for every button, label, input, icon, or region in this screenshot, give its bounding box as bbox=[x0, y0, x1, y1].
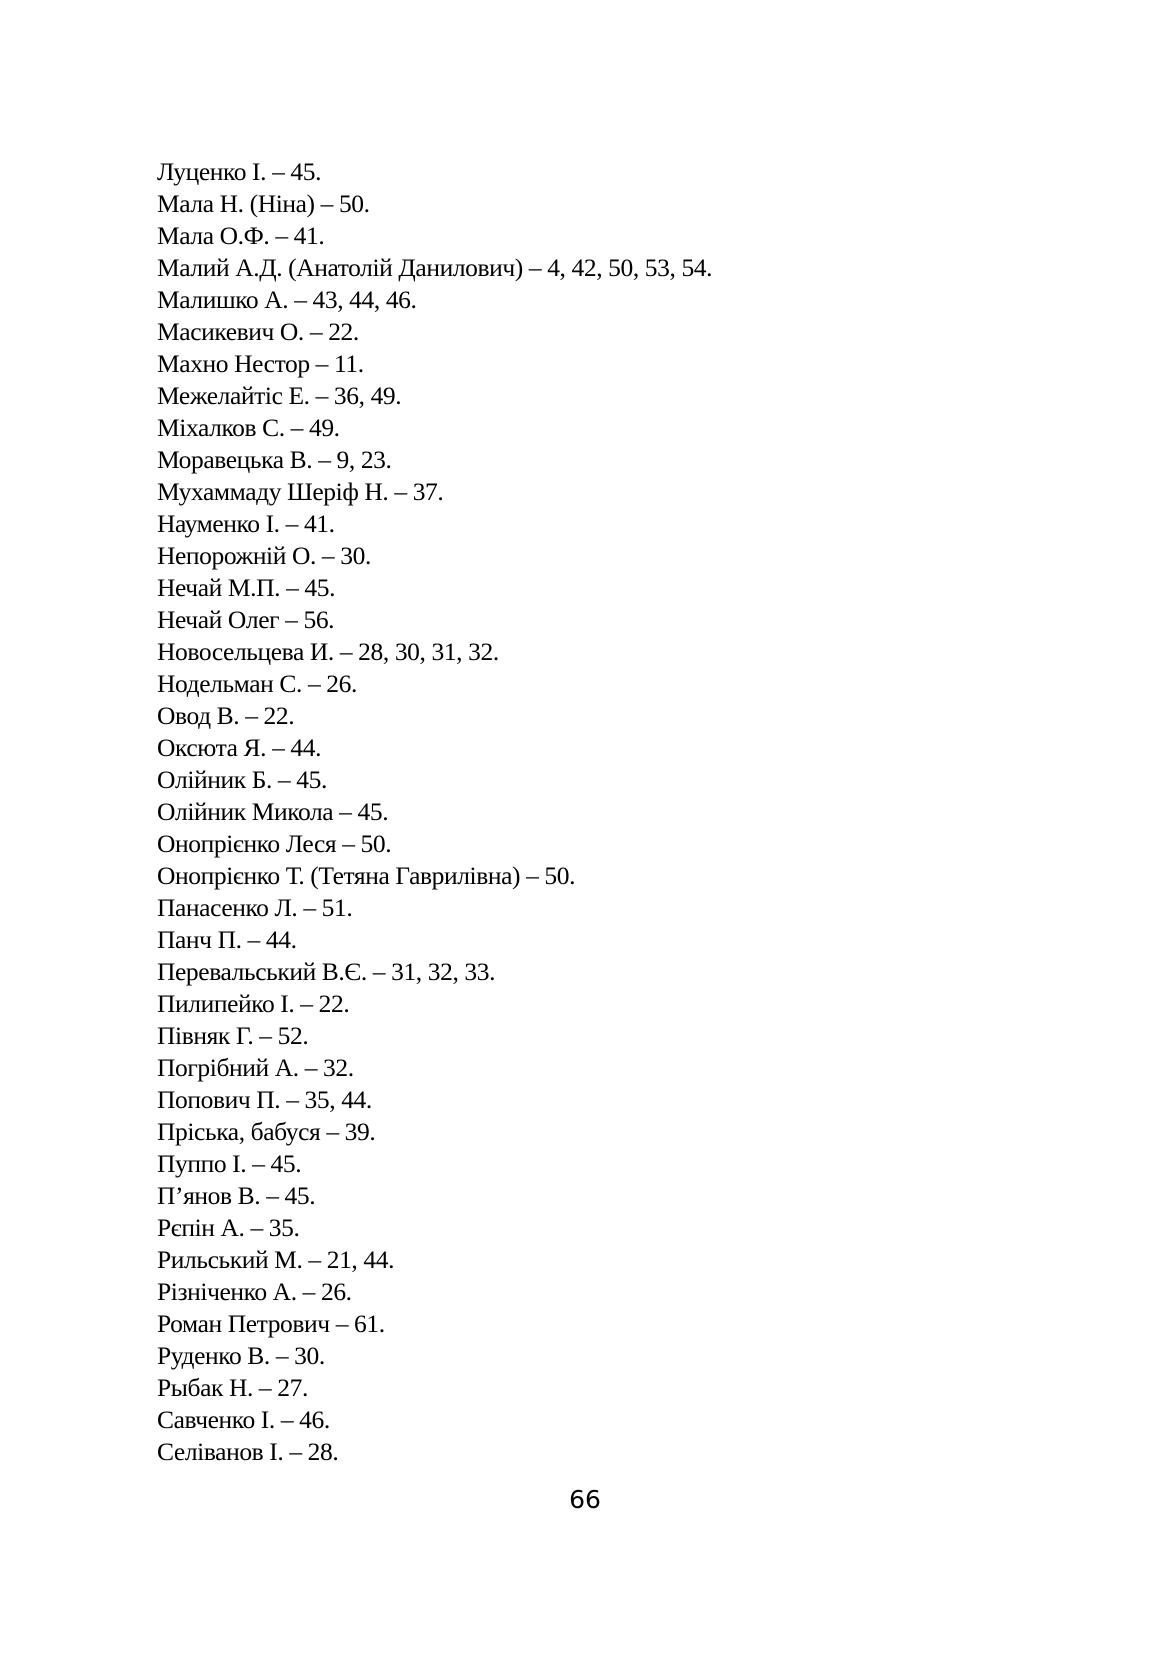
index-entry: Панасенко Л. – 51. bbox=[157, 893, 353, 922]
index-entry: Рєпін А. – 35. bbox=[157, 1213, 300, 1242]
index-entry: Науменко І. – 41. bbox=[157, 509, 335, 538]
index-entry: Перевальський В.Є. – 31, 32, 33. bbox=[157, 957, 496, 986]
index-entry: Пилипейко І. – 22. bbox=[157, 989, 350, 1018]
index-entry: Міхалков С. – 49. bbox=[157, 413, 340, 442]
index-entry: Рыбак Н. – 27. bbox=[157, 1373, 308, 1402]
index-entry: Луценко І. – 45. bbox=[157, 157, 322, 186]
index-entry: Савченко І. – 46. bbox=[157, 1405, 330, 1434]
index-entry: Онопрієнко Леся – 50. bbox=[157, 829, 392, 858]
index-entry: Мала О.Ф. – 41. bbox=[157, 221, 325, 250]
index-entry: Різніченко А. – 26. bbox=[157, 1277, 352, 1306]
index-entry: Панч П. – 44. bbox=[157, 925, 297, 954]
name-index-list bbox=[157, 156, 712, 1468]
index-entry: Олійник Микола – 45. bbox=[157, 797, 389, 826]
page-number: 66 bbox=[569, 1485, 601, 1514]
index-entry: Малишко А. – 43, 44, 46. bbox=[157, 285, 417, 314]
index-entry: Селіванов І. – 28. bbox=[157, 1437, 339, 1466]
index-entry: Попович П. – 35, 44. bbox=[157, 1085, 372, 1114]
index-entry: Непорожній О. – 30. bbox=[157, 541, 371, 570]
index-entry: Масикевич О. – 22. bbox=[157, 317, 359, 346]
index-entry: Нечай М.П. – 45. bbox=[157, 573, 336, 602]
index-entry: Погрібний А. – 32. bbox=[157, 1053, 354, 1082]
index-entry: Моравецька В. – 9, 23. bbox=[157, 445, 392, 474]
index-entry: Пуппо І. – 45. bbox=[157, 1149, 302, 1178]
index-entry: Мухаммаду Шеріф Н. – 37. bbox=[157, 477, 444, 506]
index-entry: Олійник Б. – 45. bbox=[157, 765, 327, 794]
index-entry: Пріська, бабуся – 39. bbox=[157, 1117, 376, 1146]
index-entry: П’янов В. – 45. bbox=[157, 1181, 316, 1210]
index-entry: Нодельман С. – 26. bbox=[157, 669, 357, 698]
index-entry: Рильський М. – 21, 44. bbox=[157, 1245, 395, 1274]
index-entry: Нечай Олег – 56. bbox=[157, 605, 335, 634]
index-entry: Мала Н. (Ніна) – 50. bbox=[157, 189, 370, 218]
index-entry: Півняк Г. – 52. bbox=[157, 1021, 309, 1050]
index-entry: Малий А.Д. (Анатолій Данилович) – 4, 42, 50, 53, 54. bbox=[157, 253, 713, 282]
index-entry: Новосельцева И. – 28, 30, 31, 32. bbox=[157, 637, 499, 666]
index-entry: Онопрієнко Т. (Тетяна Гаврилівна) – 50. bbox=[157, 861, 576, 890]
index-entry: Межелайтіс Е. – 36, 49. bbox=[157, 381, 402, 410]
index-entry: Роман Петрович – 61. bbox=[157, 1309, 385, 1338]
index-entry: Руденко В. – 30. bbox=[157, 1341, 325, 1370]
index-entry: Оксюта Я. – 44. bbox=[157, 733, 322, 762]
index-entry: Махно Нестор – 11. bbox=[157, 349, 364, 378]
index-entry: Овод В. – 22. bbox=[157, 701, 295, 730]
